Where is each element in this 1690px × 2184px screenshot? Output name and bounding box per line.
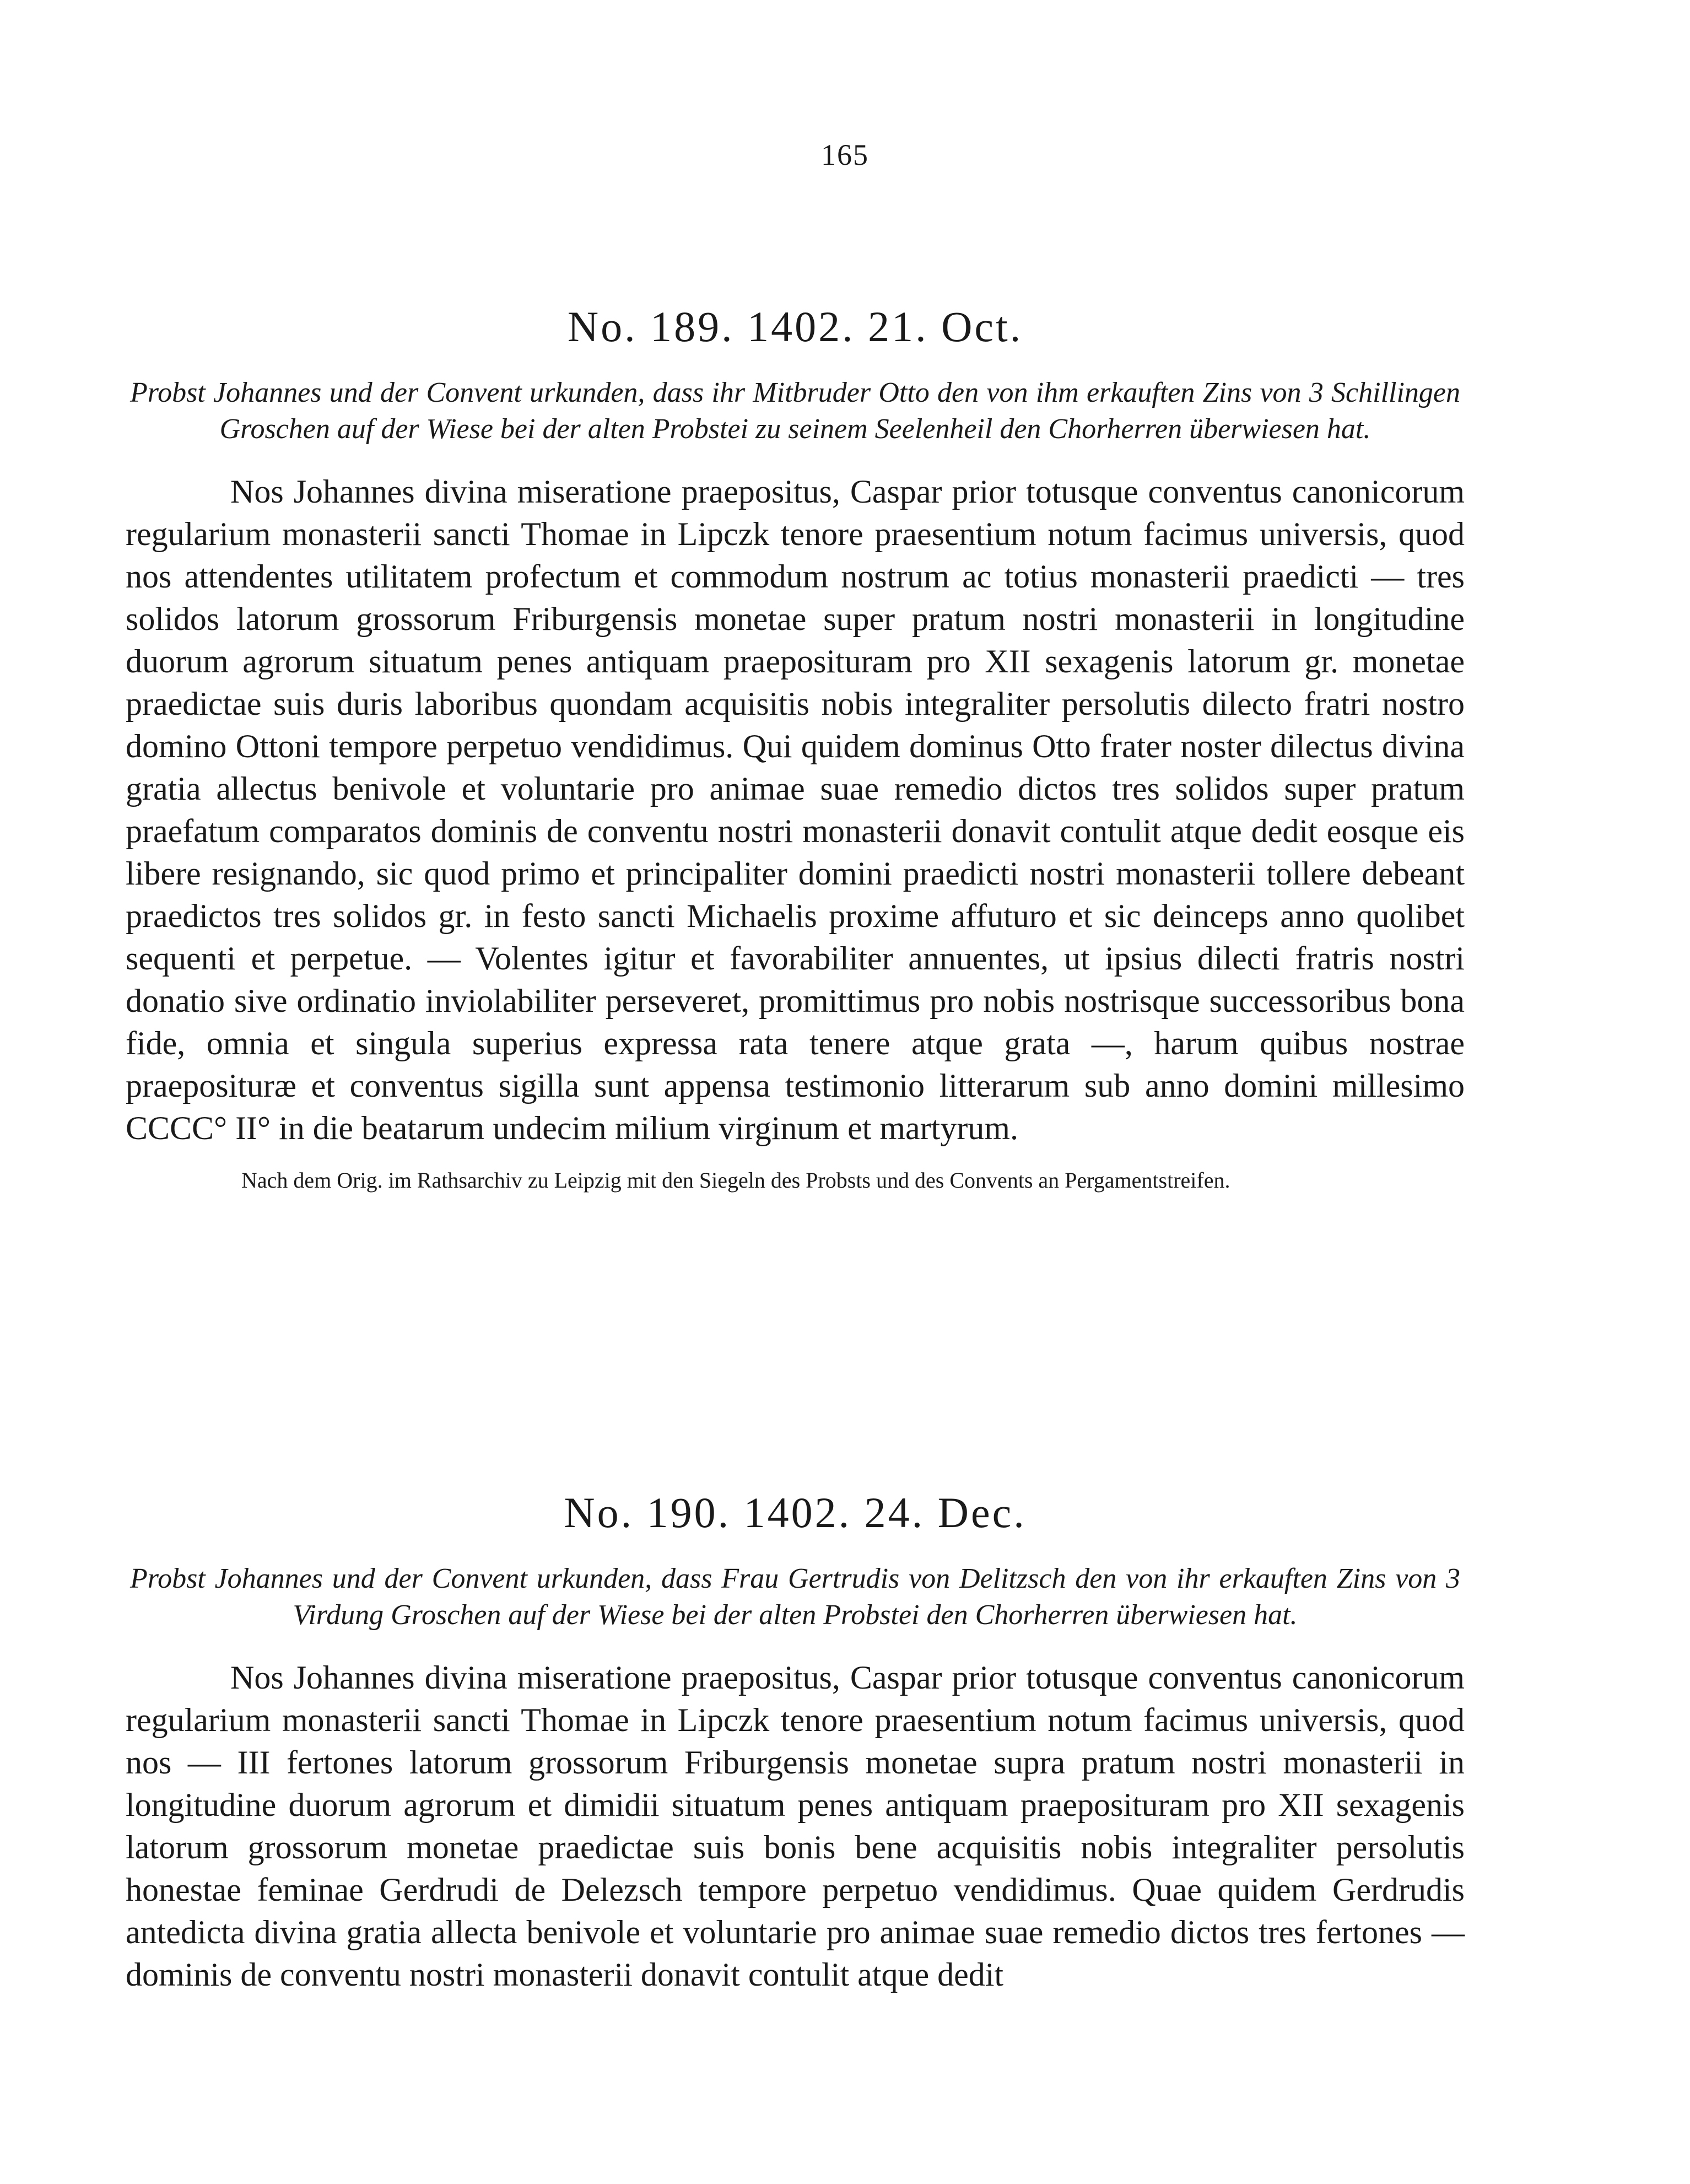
page-number: 165 — [821, 138, 869, 171]
source-note: Nach dem Orig. im Rathsarchiv zu Leipzig mit den Siegeln des Probsts und des Convents an Pergamentstreifen. — [241, 1168, 1230, 1193]
document-title: No. 190. 1402. 24. Dec. — [564, 1489, 1027, 1536]
document-body: Nos Johannes divina miseratione praepositus, Caspar prior totusque conventus canonicorum regularium monasterii sancti Thomae in Lipczk tenore praesentium notum facimus universis, quod nos — III fertones latorum grossorum Friburgensis monetae supra pratum nostri monasterii in longitudine duorum agrorum et dimidii situatum penes antiquam praeposituram pro XII sexagenis latorum grossorum monetae praedictae suis bonis bene acquisitis nobis integraliter persolutis honestae feminae Gerdrudi de Delezsch tempore perpetuo vendidimus. Quae quidem Gerdrudis antedicta divina gratia allecta benivole et voluntarie pro animae suae remedio dictos tres fertones — dominis de conventu nostri monasterii donavit contulit atque dedit — [126, 1659, 1465, 1993]
document-title: No. 189. 1402. 21. Oct. — [567, 303, 1023, 350]
document-summary: Probst Johannes und der Convent urkunden, dass ihr Mitbruder Otto den von ihm erkauften Zins von 3 Schillingen Groschen auf der Wiese bei der alten Probstei zu seinem Seelenheil den Chorherren überwiesen hat. — [130, 377, 1460, 445]
document-body: Nos Johannes divina miseratione praepositus, Caspar prior totusque conventus canonicorum regularium monasterii sancti Thomae in Lipczk tenore praesentium notum facimus universis, quod nos attendentes utilitatem profectum et commodum nostrum ac totius monasterii praedicti — tres solidos latorum grossorum Friburgensis monetae super pratum nostri monasterii in longitudine duorum agrorum situatum penes antiquam praeposituram pro XII sexagenis latorum gr. monetae praedictae suis duris laboribus quondam acquisitis nobis integraliter persolutis dilecto fratri nostro domino Ottoni tempore perpetuo vendidimus. Qui quidem dominus Otto frater noster dilectus divina gratia allectus benivole et voluntarie pro animae suae remedio dictos tres solidos super pratum praefatum comparatos dominis de conventu nostri monasterii donavit contulit atque dedit eosque eis libere resignando, sic quod primo et principaliter domini praedicti nostri monasterii tollere debeant praedictos tres solidos gr. in festo sancti Michaelis proxime affuturo et sic deinceps anno quolibet sequenti et perpetue. — Volentes igitur et favorabiliter annuentes, ut ipsius dilecti fratris nostri donatio sive ordinatio inviolabiliter perseveret, promittimus pro nobis nostrisque successoribus bona fide, omnia et singula superius expressa rata tenere atque grata —, harum quibus nostrae praeposituræ et conventus sigilla sunt appensa testimonio litterarum sub anno domini millesimo CCCC° II° in die beatarum undecim milium virginum et martyrum. — [126, 473, 1465, 1146]
document-summary: Probst Johannes und der Convent urkunden, dass Frau Gertrudis von Delitzsch den von ihr erkauften Zins von 3 Virdung Groschen auf der Wiese bei der alten Probstei den Chorherren überwiesen hat. — [130, 1563, 1460, 1631]
document-190 — [126, 1488, 1465, 1996]
document-189 — [126, 302, 1465, 1196]
